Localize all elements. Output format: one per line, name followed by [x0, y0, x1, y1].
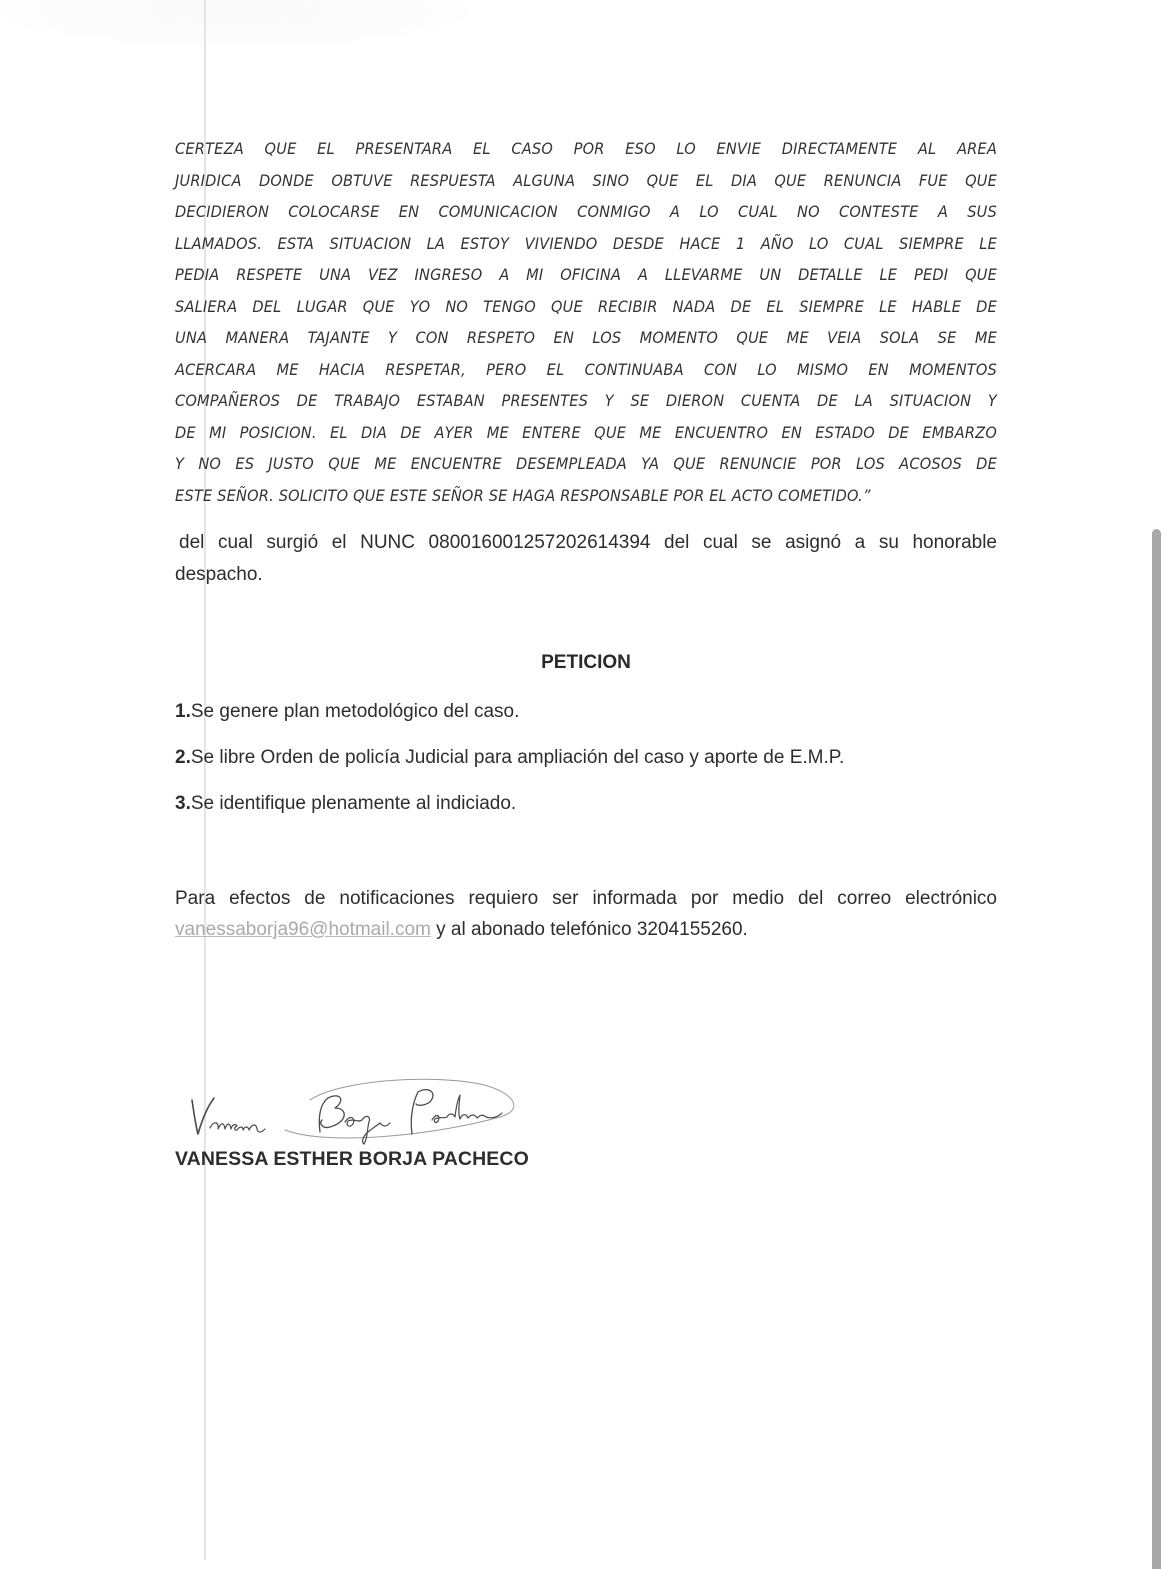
- vertical-scrollbar[interactable]: [1152, 529, 1161, 1569]
- nunc-line-2: despacho.: [175, 564, 263, 585]
- petition-title: PETICION: [541, 652, 631, 673]
- quote-line: JURIDICA DONDE OBTUVE RESPUESTA ALGUNA SINO QUE EL DIA QUE RENUNCIA FUE QUE: [175, 170, 997, 190]
- nunc-paragraph: [175, 527, 997, 591]
- notifications-line-2: y al abonado telefónico 3204155260.: [430, 919, 748, 940]
- quote-line: DE MI POSICION. EL DIA DE AYER ME ENTERE QUE ME ENCUENTRO EN ESTADO DE EMBARZO: [175, 422, 997, 442]
- quote-line: ESTE SEÑOR. SOLICITO QUE ESTE SEÑOR SE HAGA RESPONSABLE POR EL ACTO COMETIDO.”: [175, 485, 871, 505]
- petition-item: [175, 700, 997, 746]
- quote-line: PEDIA RESPETE UNA VEZ INGRESO A MI OFICINA A LLEVARME UN DETALLE LE PEDI QUE: [175, 265, 997, 284]
- signer-printed-name: VANESSA ESTHER BORJA PACHECO: [175, 1148, 529, 1170]
- petition-item-number: 2.: [175, 747, 191, 768]
- quote-line: Y NO ES JUSTO QUE ME ENCUENTRE DESEMPLEADA YA QUE RENUNCIE POR LOS ACOSOS DE: [175, 454, 997, 473]
- petition-item: [175, 746, 997, 792]
- handwritten-signature: [180, 1072, 525, 1152]
- quote-line: SALIERA DEL LUGAR QUE YO NO TENGO QUE RECIBIR NADA DE EL SIEMPRE LE HABLE DE: [175, 296, 997, 316]
- email-link[interactable]: vanessaborja96@hotmail.com: [175, 919, 431, 940]
- quote-line: DECIDIERON COLOCARSE EN COMUNICACION CONMIGO A LO CUAL NO CONTESTE A SUS: [175, 202, 997, 221]
- quote-line: UNA MANERA TAJANTE Y CON RESPETO EN LOS MOMENTO QUE ME VEIA SOLA SE ME: [175, 328, 997, 347]
- quote-line: CERTEZA QUE EL PRESENTARA EL CASO POR ESO LO ENVIE DIRECTAMENTE AL AREA: [175, 139, 997, 158]
- page-edge-shadow: [0, 0, 470, 50]
- petition-item: [175, 792, 997, 838]
- nunc-line-1: del cual surgió el NUNC 08001600125720261439​4 del cual se asignó a su honorable: [179, 532, 997, 553]
- notifications-paragraph: [175, 883, 997, 945]
- petition-item-number: 3.: [175, 793, 191, 814]
- notifications-line-1: Para efectos de notificaciones requiero ser informada por medio del correo electrónico: [175, 888, 997, 909]
- quote-line: ACERCARA ME HACIA RESPETAR, PERO EL CONTINUABA CON LO MISMO EN MOMENTOS: [175, 359, 997, 379]
- quote-line: LLAMADOS. ESTA SITUACION LA ESTOY VIVIENDO DESDE HACE 1 AÑO LO CUAL SIEMPRE LE: [175, 233, 997, 253]
- petition-item-number: 1.: [175, 701, 191, 722]
- complaint-quote: [175, 133, 997, 511]
- petition-item-text: Se libre Orden de policía Judicial para ampliación del caso y aporte de E.M.P.: [190, 747, 845, 768]
- petition-item-text: Se genere plan metodológico del caso.: [190, 701, 520, 722]
- quote-line: COMPAÑEROS DE TRABAJO ESTABAN PRESENTES Y SE DIERON CUENTA DE LA SITUACION Y: [175, 391, 997, 410]
- petition-item-text: Se identifique plenamente al indiciado.: [190, 793, 517, 814]
- petition-list: [175, 700, 997, 838]
